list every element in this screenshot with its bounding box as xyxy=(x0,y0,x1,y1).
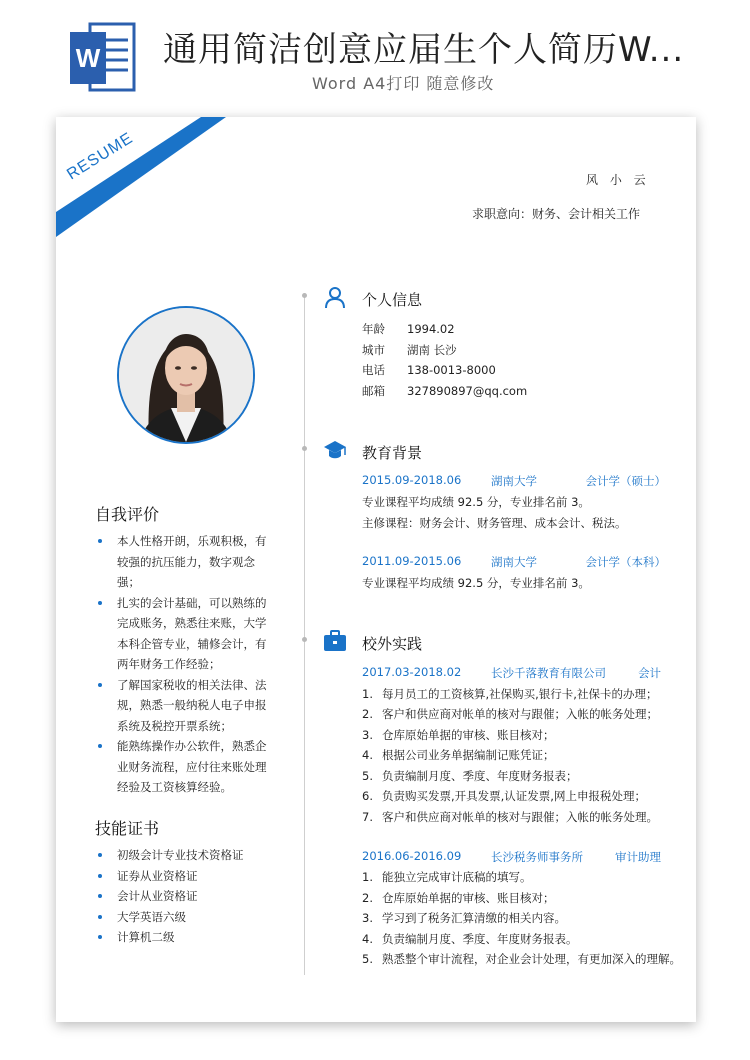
bullet-dot-icon xyxy=(98,853,102,857)
list-item: 3. 学习到了税务汇算清缴的相关内容。 xyxy=(362,911,566,925)
entry-date: 2015.09-2018.06 xyxy=(362,473,462,487)
list-item: 3. 仓库原始单据的审核、账目核对； xyxy=(362,728,555,742)
info-row-email: 邮箱 327890897@qq.com xyxy=(362,384,528,398)
bullet-dot-icon xyxy=(98,539,102,543)
bullet-dot-icon xyxy=(98,915,102,919)
entry-date: 2017.03-2018.02 xyxy=(362,665,462,679)
list-item: 证券从业资格证 xyxy=(95,866,275,887)
education-line: 主修课程：财务会计、财务管理、成本会计、税法。 xyxy=(362,516,627,530)
list-item: 7. 客户和供应商对帐单的核对与跟催；入帐的帐务处理。 xyxy=(362,810,658,824)
list-item: 大学英语六级 xyxy=(95,907,275,928)
page-header xyxy=(0,0,750,110)
briefcase-icon xyxy=(323,629,347,653)
entry-company: 长沙税务师事务所 xyxy=(491,850,583,864)
list-item: 2. 客户和供应商对帐单的核对与跟催；入帐的帐务处理； xyxy=(362,707,658,721)
timeline-line xyxy=(304,295,305,975)
list-item: 扎实的会计基础，可以熟练的完成账务，熟悉往来账，大学本科企管专业，辅修会计，有两年财务工作经验； xyxy=(95,593,275,675)
entry-degree: 会计学（硕士） xyxy=(585,474,666,488)
education-line: 专业课程平均成绩 92.5 分，专业排名前 3。 xyxy=(362,576,590,590)
list-item: 会计从业资格证 xyxy=(95,886,275,907)
list-item: 4. 负责编制月度、季度、年度财务报表。 xyxy=(362,932,578,946)
personal-info-heading: 个人信息 xyxy=(362,291,423,309)
self-evaluation-heading: 自我评价 xyxy=(95,505,160,524)
list-item: 1. 每月员工的工资核算,社保购买,银行卡,社保卡的办理； xyxy=(362,687,658,701)
document-subtitle: Word A4打印 随意修改 xyxy=(312,74,495,93)
entry-role: 审计助理 xyxy=(615,850,661,864)
person-icon xyxy=(323,285,347,309)
timeline-dot xyxy=(302,637,307,642)
bullet-dot-icon xyxy=(98,601,102,605)
list-item: 计算机二级 xyxy=(95,927,275,948)
list-item: 6. 负责购买发票,开具发票,认证发票,网上申报税处理； xyxy=(362,789,646,803)
list-item: 本人性格开朗，乐观积极，有较强的抗压能力，数字观念强； xyxy=(95,531,275,593)
entry-date: 2011.09-2015.06 xyxy=(362,554,462,568)
list-item: 了解国家税收的相关法律、法规，熟悉一般纳税人电子申报系统及税控开票系统； xyxy=(95,675,275,737)
practice-heading: 校外实践 xyxy=(362,635,423,653)
entry-degree: 会计学（本科） xyxy=(585,555,666,569)
word-doc-icon xyxy=(70,20,136,94)
list-item: 2. 仓库原始单据的审核、账目核对； xyxy=(362,891,555,905)
skills-list xyxy=(95,845,275,948)
info-row-phone: 电话 138-0013-8000 xyxy=(362,363,496,377)
graduation-cap-icon xyxy=(323,438,347,462)
document-title: 通用简洁创意应届生个人简历W... xyxy=(163,30,685,70)
candidate-name: 风 小 云 xyxy=(586,173,650,187)
bullet-dot-icon xyxy=(98,894,102,898)
list-item: 初级会计专业技术资格证 xyxy=(95,845,275,866)
timeline-dot xyxy=(302,293,307,298)
list-item: 5. 负责编制月度、季度、年度财务报表； xyxy=(362,769,578,783)
portrait-illustration xyxy=(119,308,253,442)
entry-role: 会计 xyxy=(638,666,661,680)
education-heading: 教育背景 xyxy=(362,444,423,462)
avatar-photo xyxy=(117,306,255,444)
job-intent: 求职意向：财务、会计相关工作 xyxy=(472,207,641,221)
bullet-dot-icon xyxy=(98,874,102,878)
list-item: 4. 根据公司业务单据编制记账凭证； xyxy=(362,748,555,762)
svg-text:W: W xyxy=(75,43,101,73)
info-row-city: 城市 湖南 长沙 xyxy=(362,343,457,357)
education-line: 专业课程平均成绩 92.5 分，专业排名前 3。 xyxy=(362,495,590,509)
skills-heading: 技能证书 xyxy=(95,819,160,838)
list-item: 能熟练操作办公软件，熟悉企业财务流程，应付往来账处理经验及工资核算经验。 xyxy=(95,736,275,798)
timeline-dot xyxy=(302,446,307,451)
bullet-dot-icon xyxy=(98,744,102,748)
resume-page xyxy=(56,117,696,1022)
entry-date: 2016.06-2016.09 xyxy=(362,849,462,863)
entry-school: 湖南大学 xyxy=(491,474,537,488)
info-row-age: 年龄 1994.02 xyxy=(362,322,455,336)
self-evaluation-list xyxy=(95,531,275,798)
bullet-dot-icon xyxy=(98,683,102,687)
bullet-dot-icon xyxy=(98,935,102,939)
ribbon-text: RESUME xyxy=(64,129,137,184)
list-item: 1. 能独立完成审计底稿的填写。 xyxy=(362,870,532,884)
list-item: 5. 熟悉整个审计流程，对企业会计处理，有更加深入的理解。 xyxy=(362,952,681,966)
resume-ribbon xyxy=(56,117,236,237)
entry-school: 湖南大学 xyxy=(491,555,537,569)
entry-company: 长沙千落教育有限公司 xyxy=(491,666,606,680)
